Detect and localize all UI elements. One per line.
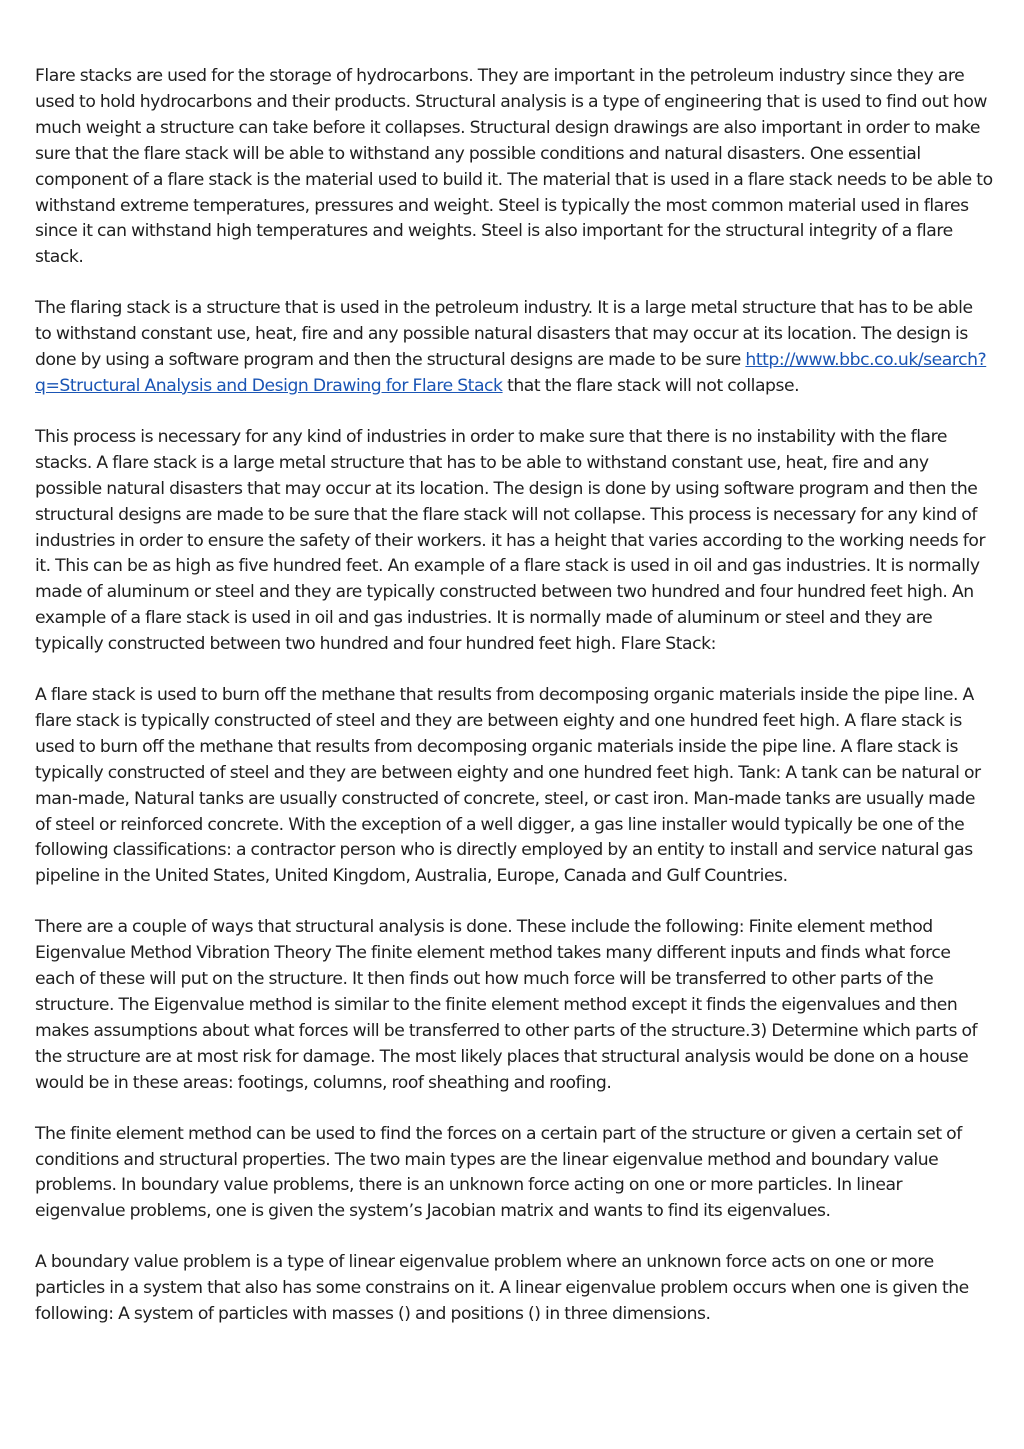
paragraph-methane-burn-off: A flare stack is used to burn off the methane that results from decomposing organic materials inside the pipe line. A flare stack is typically constructed of steel and they are between eighty and one hundred feet high. A flare stack is used to burn off the methane that results from decomposing organic materials inside the pipe line. A flare stack is typically constructed of steel and they are between eighty and one hundred feet high. Tank: A tank can be natural or man-made, Natural tanks are usually constructed of concrete, steel, or cast iron. Man-made tanks are usually made of steel or reinforced concrete. With the exception of a well digger, a gas line installer would typically be one of the following classifications: a contractor person who is directly employed by an entity to install and service natural gas pipeline in the United States, United Kingdom, Australia, Europe, Canada and Gulf Countries. — [35, 685, 981, 887]
paragraph-process-necessity: This process is necessary for any kind of industries in order to make sure that there is no instability with the flare stacks. A flare stack is a large metal structure that has to be able to withstand constant use, heat, fire and any possible natural disasters that may occur at its location. The design is done by using software program and then the structural designs are made to be sure that the flare stack will not collapse. This process is necessary for any kind of industries in order to ensure the safety of their workers. it has a height that varies according to the working needs for it. This can be as high as five hundred feet. An example of a flare stack is used in oil and gas industries. It is normally made of aluminum or steel and they are typically constructed between two hundred and four hundred feet high. An example of a flare stack is used in oil and gas industries. It is normally made of aluminum or steel and they are typically constructed between two hundred and four hundred feet high. Flare Stack: — [35, 426, 986, 655]
paragraph-finite-element-method: The finite element method can be used to find the forces on a certain part of the structure or given a certain set of conditions and structural properties. The two main types are the linear eigenvalue method and boundary value problems. In boundary value problems, there is an unknown force acting on one or more particles. In linear eigenvalue problems, one is given the system’s Jacobian matrix and wants to find its eigenvalues. — [35, 1123, 962, 1222]
bbc-search-link[interactable]: http://www.bbc.co.uk/search?q=Structural Analysis and Design Drawing for Flare Stack — [35, 350, 987, 396]
paragraph-boundary-value-problem: A boundary value problem is a type of linear eigenvalue problem where an unknown force acts on one or more particles in a system that also has some constrains on it. A linear eigenvalue problem occurs when one is given the following: A system of particles with masses () and positions () in three dimensions. — [35, 1252, 969, 1325]
paragraph-structural-analysis-methods: There are a couple of ways that structural analysis is done. These include the following: Finite element method Eigenvalue Method Vibration Theory The finite element method takes many different inputs and finds what force each of these will put on the structure. It then finds out how much force will be transferred to other parts of the structure. The Eigenvalue method is similar to the finite element method except it finds the eigenvalues and then makes assumptions about what forces will be transferred to other parts of the structure.3) Determine which parts of the structure are at most risk for damage. The most likely places that structural analysis would be done on a house would be in these areas: footings, columns, roof sheathing and roofing. — [35, 917, 978, 1093]
paragraph-flaring-stack-structure — [35, 296, 993, 400]
document-body — [35, 64, 993, 1353]
paragraph-flare-stack-storage: Flare stacks are used for the storage of hydrocarbons. They are important in the petroleum industry since they are used to hold hydrocarbons and their products. Structural analysis is a type of engineering that is used to find out how much weight a structure can take before it collapses. Structural design drawings are also important in order to make sure that the flare stack will be able to withstand any possible conditions and natural disasters. One essential component of a flare stack is the material used to build it. The material that is used in a flare stack needs to be able to withstand extreme temperatures, pressures and weight. Steel is typically the most common material used in flares since it can withstand high temperatures and weights. Steel is also important for the structural integrity of a flare stack. — [35, 66, 993, 268]
paragraph-text-after-link: that the flare stack will not collapse. — [502, 375, 800, 396]
paragraph-text-before-link: The flaring stack is a structure that is used in the petroleum industry. It is a large metal structure that has to be able to withstand constant use, heat, fire and any possible natural disasters that may occur at its location. The design is done by using a software program and then the structural designs are made to be sure — [35, 298, 973, 371]
